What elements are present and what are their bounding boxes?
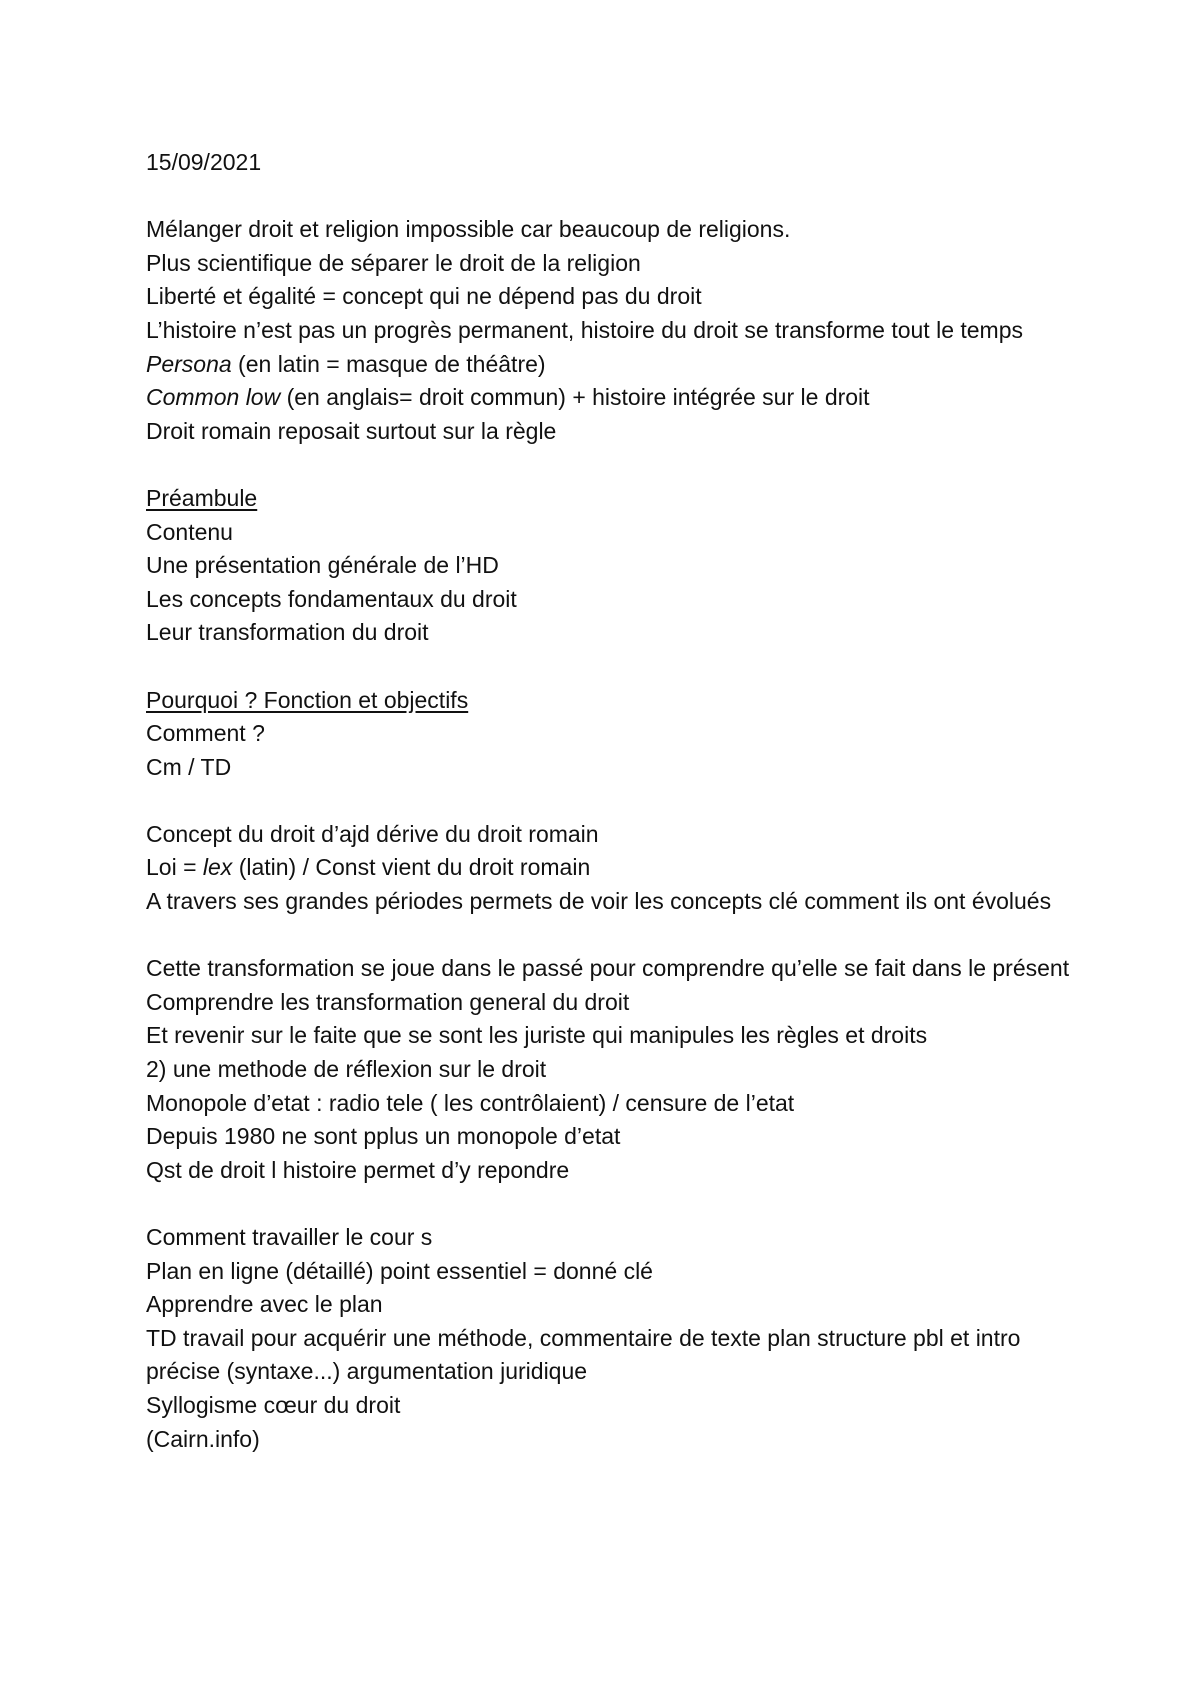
text-line: Mélanger droit et religion impossible car beaucoup de religions. bbox=[146, 216, 791, 243]
text-line bbox=[146, 348, 1076, 382]
text-line: Cm / TD bbox=[146, 753, 232, 780]
text-line: Plan en ligne (détaillé) point essentiel = donné clé bbox=[146, 1257, 653, 1284]
text-span: (en latin = masque de théâtre) bbox=[231, 350, 546, 377]
text-line: Comment travailler le cour s bbox=[146, 1224, 433, 1250]
document-body bbox=[146, 146, 1076, 1456]
text-line: Concept du droit d’ajd dérive du droit romain bbox=[146, 820, 599, 847]
text-line bbox=[146, 381, 1076, 415]
blank-line bbox=[146, 448, 1076, 482]
text-line: TD travail pour acquérir une méthode, commentaire de texte plan structure pbl et intro précise (syntaxe...) argumentation juridique bbox=[146, 1324, 1021, 1385]
italic-term: lex bbox=[202, 854, 233, 881]
text-line: Les concepts fondamentaux du droit bbox=[146, 585, 517, 612]
text-line: Droit romain reposait surtout sur la règle bbox=[146, 417, 557, 444]
italic-term: Persona bbox=[146, 350, 232, 377]
text-line: Contenu bbox=[146, 518, 233, 545]
text-line: Qst de droit l histoire permet d’y repondre bbox=[146, 1156, 570, 1183]
text-span: (en anglais= droit commun) + histoire intégrée sur le droit bbox=[280, 384, 870, 411]
text-line: Apprendre avec le plan bbox=[146, 1291, 383, 1318]
text-line: Et revenir sur le faite que se sont les juriste qui manipules les règles et droits bbox=[146, 1022, 928, 1049]
text-line: (Cairn.info) bbox=[146, 1425, 260, 1452]
text-line: Liberté et égalité = concept qui ne dépend pas du droit bbox=[146, 283, 702, 310]
text-line: Comprendre les transformation general du droit bbox=[146, 988, 630, 1015]
blank-line bbox=[146, 784, 1076, 818]
text-line: Leur transformation du droit bbox=[146, 619, 429, 646]
text-line: A travers ses grandes périodes permets de voir les concepts clé comment ils ont évolués bbox=[146, 888, 1052, 915]
date-line: 15/09/2021 bbox=[146, 149, 262, 175]
blank-line bbox=[146, 650, 1076, 684]
text-line: L’histoire n’est pas un progrès permanent, histoire du droit se transforme tout le temps bbox=[146, 316, 1024, 343]
text-line: Monopole d’etat : radio tele ( les contrôlaient) / censure de l’etat bbox=[146, 1089, 795, 1116]
italic-term: Common low bbox=[146, 384, 281, 411]
blank-line bbox=[146, 1187, 1076, 1221]
section-heading bbox=[146, 482, 1076, 516]
text-line: Une présentation générale de l’HD bbox=[146, 552, 499, 579]
text-line: Plus scientifique de séparer le droit de la religion bbox=[146, 249, 641, 276]
text-line: Cette transformation se joue dans le passé pour comprendre qu’elle se fait dans le présent bbox=[146, 955, 1070, 982]
section-heading bbox=[146, 684, 1076, 718]
heading-text: Préambule bbox=[146, 484, 258, 511]
heading-text: Pourquoi ? Fonction et objectifs bbox=[146, 686, 469, 713]
text-span: (latin) / Const vient du droit romain bbox=[232, 854, 591, 881]
blank-line bbox=[146, 180, 1076, 214]
text-line: Depuis 1980 ne sont pplus un monopole d’etat bbox=[146, 1123, 621, 1150]
text-line bbox=[146, 851, 1076, 885]
text-line: Comment ? bbox=[146, 720, 265, 747]
blank-line bbox=[146, 919, 1076, 953]
text-line: Syllogisme cœur du droit bbox=[146, 1391, 401, 1418]
text-line: 2) une methode de réflexion sur le droit bbox=[146, 1056, 547, 1083]
text-span: Loi = bbox=[146, 854, 203, 881]
